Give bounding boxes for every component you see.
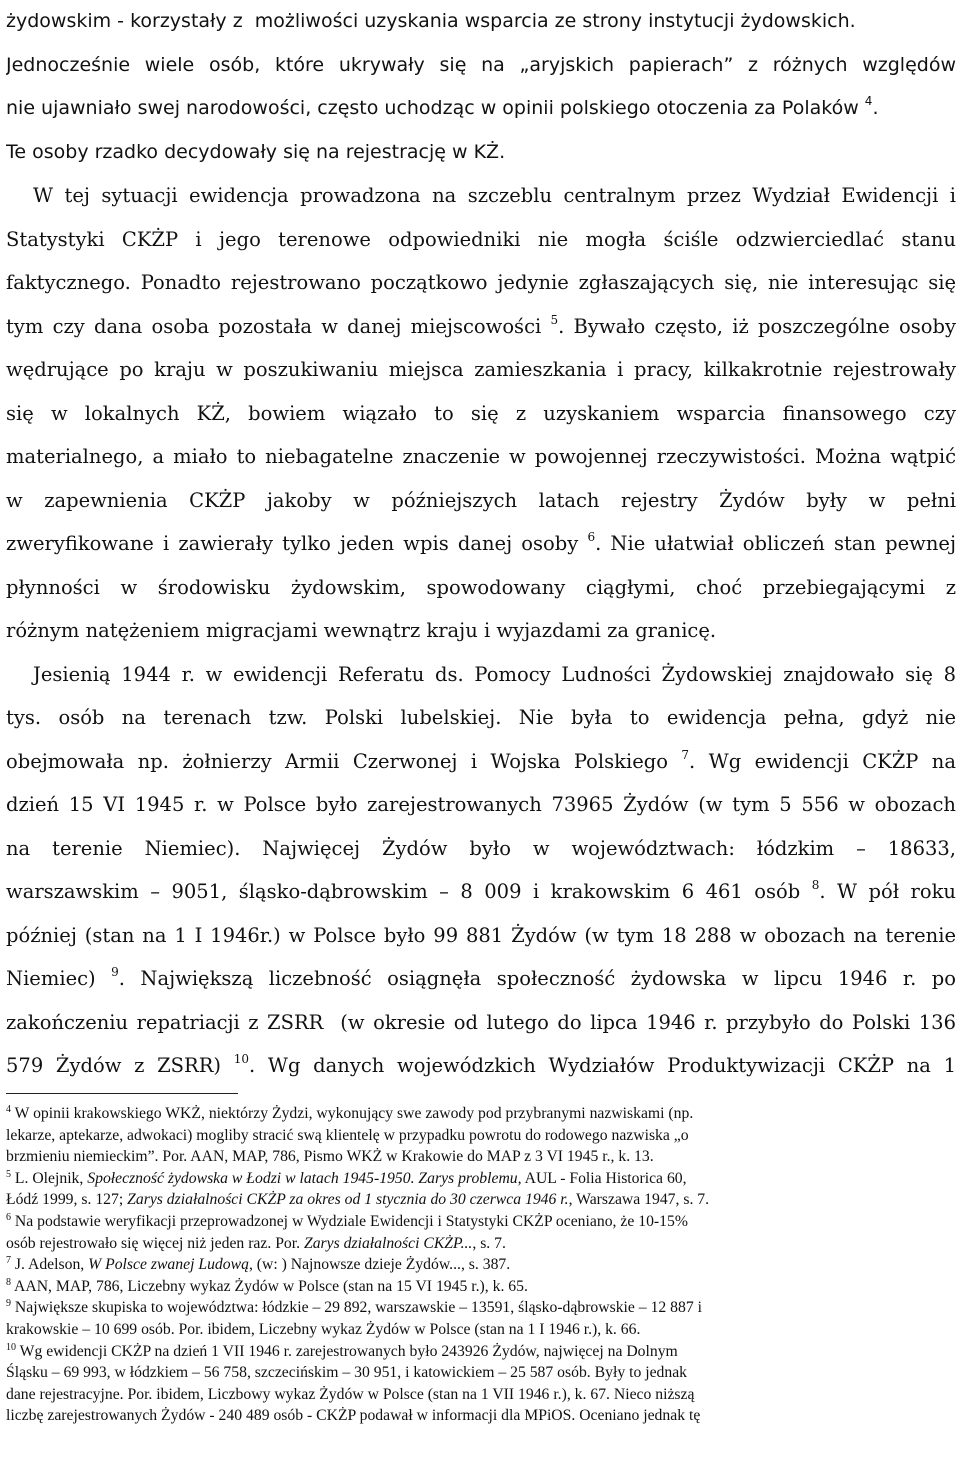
footnote-line bbox=[6, 1146, 956, 1168]
text-span: brzmieniu niemieckim”. Por. AAN, MAP, 786, Pismo WKŻ w Krakowie do MAP z 3 VI 1945 r., k. 13. bbox=[6, 1148, 654, 1166]
text-span: Jesienią 1944 r. w ewidencji Referatu ds. Pomocy Ludności Żydowskiej znajdowało się 8 bbox=[33, 662, 956, 686]
text-span: Statystyki CKŻP i jego terenowe odpowiedniki nie mogła ściśle odzwierciedlać stanu bbox=[6, 227, 956, 251]
text-span: liczbę zarejestrowanych Żydów - 240 489 osób - CKŻP podawał w informacji dla MPiOS. Oceniano jednak tę bbox=[6, 1407, 701, 1425]
text-span: dzień 15 VI 1945 r. w Polsce było zarejestrowanych 73965 Żydów (w tym 5 556 w obozach bbox=[6, 793, 956, 816]
text-span: 579 Żydów z ZSRR) bbox=[6, 1054, 234, 1077]
footnote-marker: 4 bbox=[864, 94, 873, 108]
footnote-marker: 10 bbox=[233, 1052, 249, 1066]
text-span: W tej sytuacji ewidencja prowadzona na szczeblu centralnym przez Wydział Ewidencji i bbox=[33, 184, 956, 207]
footnotes bbox=[6, 1103, 956, 1427]
text-span: osób rejestrowało się więcej niż jeden raz. Por. bbox=[6, 1234, 304, 1252]
text-span: , Warszawa 1947, s. 7. bbox=[568, 1191, 710, 1209]
text-span: tym czy dana osoba pozostała w danej miejscowości bbox=[6, 314, 551, 338]
footnote-line bbox=[6, 1276, 956, 1298]
text-span: L. Olejnik, bbox=[11, 1169, 88, 1187]
text-span: różnym natężeniem migracjami wewnątrz kraju i wyjazdami za granicę. bbox=[6, 619, 717, 642]
footnote-line bbox=[6, 1362, 956, 1384]
footnote-marker: 6 bbox=[6, 1211, 11, 1223]
body-line bbox=[6, 1044, 956, 1088]
footnote-marker: 5 bbox=[550, 312, 559, 327]
text-span: zweryfikowane i zawierały tylko jeden wpis danej osoby bbox=[6, 532, 588, 555]
text-span: . Wg ewidencji CKŻP na bbox=[689, 749, 956, 773]
text-span: Niemiec) bbox=[6, 967, 112, 990]
body-line bbox=[6, 87, 956, 131]
body-line bbox=[6, 870, 956, 914]
text-span: Jednocześnie wiele osób, które ukrywały się na „aryjskich papierach” z różnych względów bbox=[6, 53, 956, 76]
footnote-line bbox=[6, 1233, 956, 1255]
footnote-line bbox=[6, 1297, 956, 1319]
body-line bbox=[6, 479, 956, 523]
text-span: Te osoby rzadko decydowały się na rejestrację w KŻ. bbox=[6, 140, 506, 163]
footnote-marker: 8 bbox=[6, 1276, 11, 1288]
text-span: AUL - Folia Historica 60, bbox=[521, 1169, 687, 1187]
body-line bbox=[6, 174, 956, 218]
footnote-line bbox=[6, 1168, 956, 1190]
text-span: Zarys działalności CKŻP... bbox=[303, 1234, 473, 1252]
text-span: wędrujące po kraju w poszukiwaniu miejsca zamieszkania i pracy, kilkakrotnie rejestrowały bbox=[6, 358, 956, 381]
text-span: , (w: ) Najnowsze dzieje Żydów..., s. 387. bbox=[248, 1256, 511, 1274]
body-line bbox=[6, 1001, 956, 1045]
text-span: dane rejestracyjne. Por. ibidem, Liczbowy wykaz Żydów w Polsce (stan na 1 VII 1946 r.), k. 67. Nieco niższą bbox=[6, 1385, 695, 1403]
text-span: Na podstawie weryfikacji przeprowadzonej w Wydziale Ewidencji i Statystyki CKŻP oceniano, że 10-15% bbox=[11, 1212, 688, 1230]
text-span: nie ujawniało swej narodowości, często uchodząc w opinii polskiego otoczenia za Polaków bbox=[6, 97, 865, 119]
text-span: materialnego, a miało to niebagatelne znaczenie w powojennej rzeczywistości. Można wątpić bbox=[6, 445, 956, 468]
body-line bbox=[6, 218, 956, 262]
body-line bbox=[6, 914, 956, 958]
text-span: lekarze, aptekarze, adwokaci) mogliby stracić swą klientelę w przypadku powrotu do rodowego nazwiska „o bbox=[6, 1126, 689, 1144]
text-span: . Największą liczebność osiągnęła społeczność żydowska w lipcu 1946 r. po bbox=[118, 967, 956, 990]
text-span: później (stan na 1 I 1946r.) w Polsce było 99 881 Żydów (w tym 18 288 w obozach na terenie bbox=[6, 923, 956, 947]
text-span: , s. 7. bbox=[472, 1234, 506, 1252]
body-line bbox=[6, 435, 956, 479]
body-line bbox=[6, 653, 956, 697]
text-span: na terenie Niemiec). Najwięcej Żydów było w województwach: łódzkim – 18633, bbox=[6, 836, 956, 860]
text-span: W Polsce zwanej Ludową bbox=[88, 1256, 249, 1274]
body-line bbox=[6, 827, 956, 871]
text-span: . Nie ułatwiał obliczeń stan pewnej bbox=[595, 532, 956, 555]
footnote-line bbox=[6, 1384, 956, 1406]
footnote-marker: 10 bbox=[6, 1341, 16, 1353]
text-span: żydowskim - korzystały z możliwości uzyskania wsparcia ze strony instytucji żydowskich. bbox=[6, 10, 856, 32]
text-span: faktycznego. Ponadto rejestrowano początkowo jedynie zgłaszających się, nie interesując się bbox=[6, 271, 956, 294]
footnote-line bbox=[6, 1189, 956, 1211]
text-span: AAN, MAP, 786, Liczebny wykaz Żydów w Polsce (stan na 15 VI 1945 r.), k. 65. bbox=[11, 1277, 528, 1295]
text-span: Społeczność żydowska w Łodzi w latach 1945-1950. Zarys problemu, bbox=[87, 1169, 522, 1187]
footnote-line bbox=[6, 1211, 956, 1233]
body-line bbox=[6, 696, 956, 740]
footnote-marker: 6 bbox=[587, 530, 596, 544]
body-text bbox=[6, 0, 956, 1088]
text-span: w zapewnienia CKŻP jakoby w późniejszych latach rejestry Żydów były w pełni bbox=[6, 488, 956, 512]
text-span: Największe skupiska to województwa: łódzkie – 29 892, warszawskie – 13591, śląsko-dąbrowskie – 12 887 i bbox=[11, 1299, 702, 1317]
text-span: obejmowała np. żołnierzy Armii Czerwonej i Wojska Polskiego bbox=[6, 749, 682, 773]
text-span: Zarys działalności CKŻP za okres od 1 stycznia do 30 czerwca 1946 r. bbox=[127, 1191, 569, 1209]
body-line bbox=[6, 261, 956, 305]
body-line bbox=[6, 131, 956, 175]
body-line bbox=[6, 348, 956, 392]
text-span: tys. osób na terenach tzw. Polski lubelskiej. Nie była to ewidencja pełna, gdyż nie bbox=[6, 706, 956, 729]
body-line bbox=[6, 566, 956, 610]
text-span: zakończeniu repatriacji z ZSRR (w okresie od lutego do lipca 1946 r. przybyło do Polski 136 bbox=[6, 1010, 956, 1034]
text-span: . W pół roku bbox=[819, 880, 956, 903]
footnote-line bbox=[6, 1103, 956, 1125]
footnote-marker: 9 bbox=[6, 1298, 11, 1310]
footnote-line bbox=[6, 1405, 956, 1427]
body-line bbox=[6, 0, 956, 44]
footnote-marker: 7 bbox=[6, 1255, 11, 1267]
text-span: . bbox=[872, 97, 879, 119]
body-line bbox=[6, 392, 956, 436]
text-span: W opinii krakowskiego WKŻ, niektórzy Żydzi, wykonujący swe zawody pod przybranymi nazwiskami (np. bbox=[11, 1105, 694, 1122]
footnote-line bbox=[6, 1319, 956, 1341]
footnote-marker: 8 bbox=[811, 878, 820, 892]
body-line bbox=[6, 783, 956, 827]
body-line bbox=[6, 305, 956, 349]
body-line bbox=[6, 522, 956, 566]
body-line bbox=[6, 44, 956, 88]
body-line bbox=[6, 957, 956, 1001]
body-line bbox=[6, 609, 956, 653]
footnote-line bbox=[6, 1341, 956, 1363]
footnote-marker: 4 bbox=[6, 1104, 11, 1115]
text-span: J. Adelson, bbox=[11, 1256, 89, 1274]
footnote-marker: 7 bbox=[681, 747, 690, 762]
footnote-marker: 9 bbox=[111, 965, 119, 979]
footnote-line bbox=[6, 1125, 956, 1147]
footnote-separator bbox=[6, 1093, 238, 1094]
footnote-line bbox=[6, 1254, 956, 1276]
text-span: Wg ewidencji CKŻP na dzień 1 VII 1946 r. zarejestrowanych było 243926 Żydów, najwięcej na Dolnym bbox=[16, 1342, 678, 1360]
text-span: krakowskie – 10 699 osób. Por. ibidem, Liczebny wykaz Żydów w Polsce (stan na 1 I 1946 r.), k. 66. bbox=[6, 1320, 641, 1338]
body-line bbox=[6, 740, 956, 784]
text-span: Śląsku – 69 993, w łódzkiem – 56 758, szczecińskim – 30 951, i katowickiem – 25 587 osób. Były to jednak bbox=[6, 1364, 688, 1382]
text-span: . Wg danych wojewódzkich Wydziałów Produktywizacji CKŻP na 1 bbox=[249, 1054, 956, 1077]
footnote-marker: 5 bbox=[6, 1168, 11, 1180]
text-span: warszawskim – 9051, śląsko-dąbrowskim – 8 009 i krakowskim 6 461 osób bbox=[6, 880, 812, 903]
text-span: Łódź 1999, s. 127; bbox=[6, 1191, 128, 1209]
text-span: się w lokalnych KŻ, bowiem wiązało to się z uzyskaniem wsparcia finansowego czy bbox=[6, 401, 956, 425]
text-span: . Bywało często, iż poszczególne osoby bbox=[558, 314, 956, 338]
text-span: płynności w środowisku żydowskim, spowodowany ciągłymi, choć przebiegającymi z bbox=[6, 575, 956, 599]
